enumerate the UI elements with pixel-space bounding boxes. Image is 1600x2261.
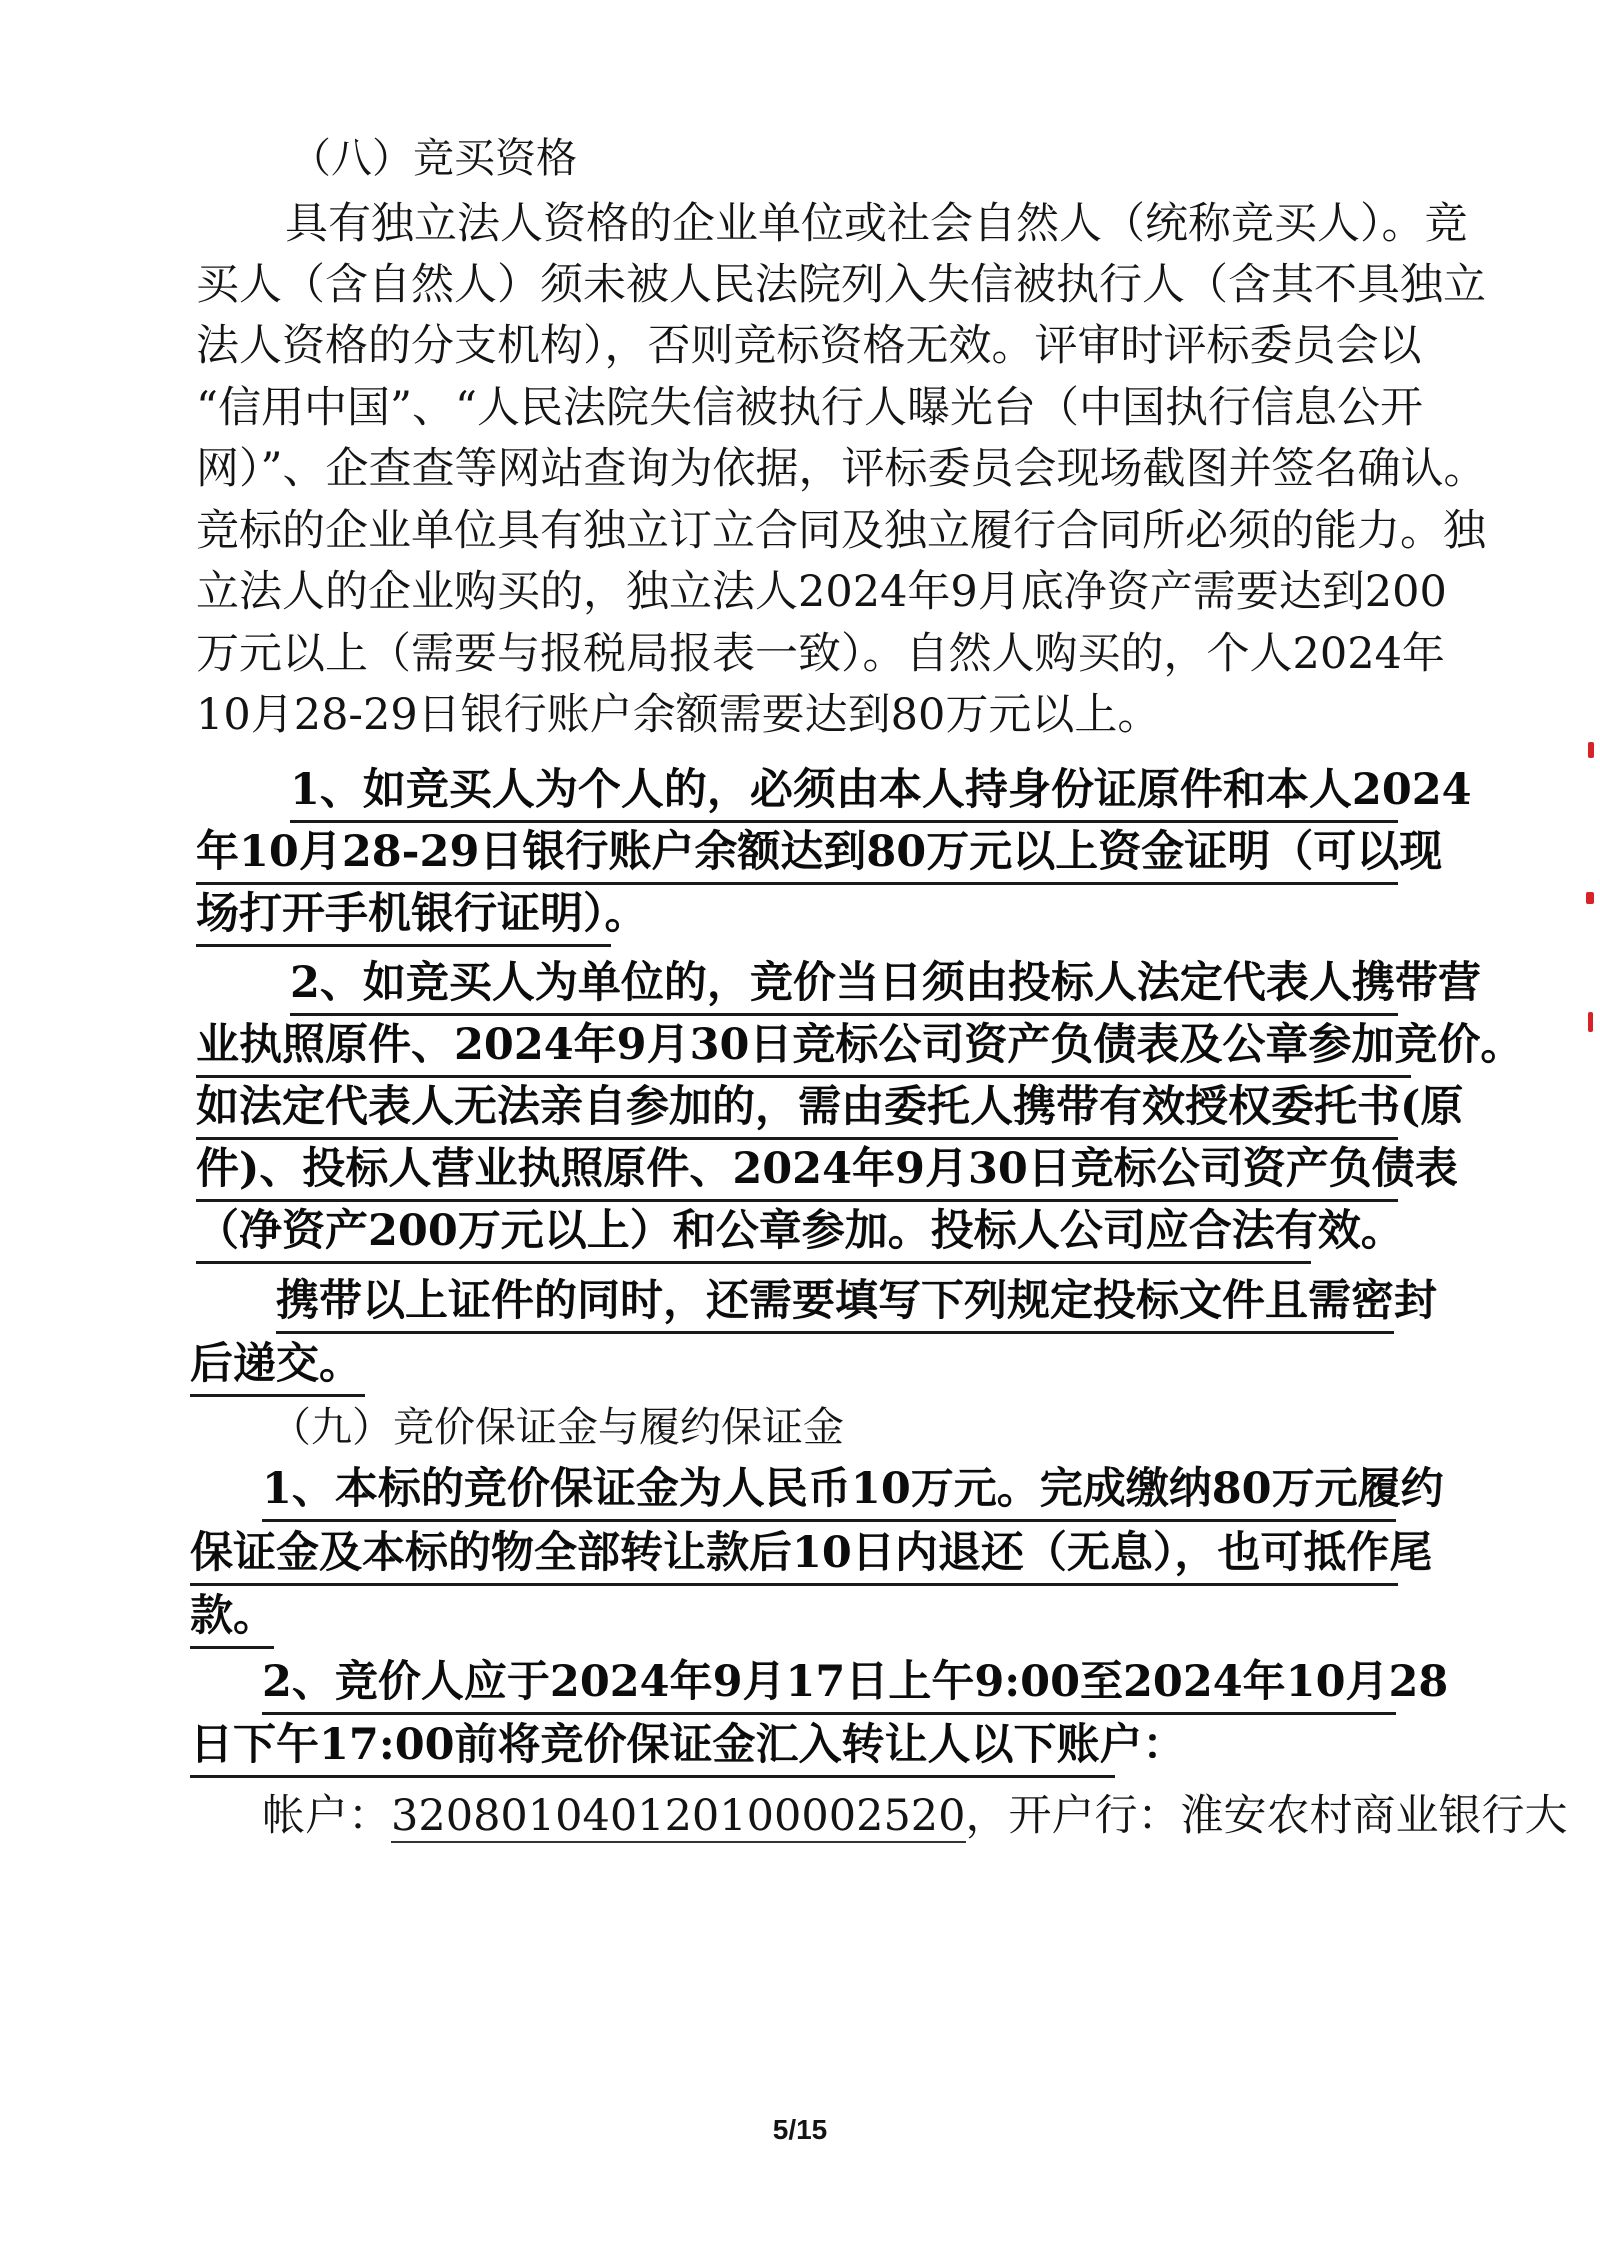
section-8-para-line: 10月28-29日银行账户余额需要达到80万元以上。 [196, 690, 1161, 740]
account-line [262, 1786, 1568, 1846]
deposit-item-1-line: 1、本标的竞价保证金为人民币10万元。完成缴纳80万元履约 [262, 1459, 1396, 1522]
page-number: 5/15 [772, 2114, 828, 2145]
section-8-para-line: 立法人的企业购买的，独立法人2024年9月底净资产需要达到200 [196, 567, 1447, 617]
deposit-item-2-line: 日下午17:00前将竞价保证金汇入转让人以下账户： [190, 1715, 1115, 1778]
scan-mark [1588, 742, 1594, 758]
qualification-note-line: 后递交。 [190, 1334, 365, 1397]
account-label: 帐户： [262, 1791, 391, 1841]
section-8-heading: （八）竞买资格 [290, 134, 577, 182]
section-8-para-line: 网）”、企查查等网站查询为依据，评标委员会现场截图并签名确认。 [196, 444, 1487, 494]
section-8-para-line: 万元以上（需要与报税局报表一致）。自然人购买的，个人2024年 [196, 629, 1445, 679]
scan-mark [1588, 1012, 1593, 1032]
qualification-item-1-line: 场打开手机银行证明）。 [196, 884, 611, 947]
scan-mark [1586, 892, 1594, 904]
deposit-item-1-line: 款。 [190, 1586, 274, 1649]
qualification-item-2-line: 件)、投标人营业执照原件、2024年9月30日竞标公司资产负债表 [196, 1139, 1398, 1202]
section-8-para-line: 法人资格的分支机构），否则竞标资格无效。评审时评标委员会以 [196, 321, 1422, 371]
section-8-para-line: “信用中国”、“人民法院失信被执行人曝光台（中国执行信息公开 [196, 383, 1423, 433]
section-8-para-line: 竞标的企业单位具有独立订立合同及独立履行合同所必须的能力。独 [196, 506, 1486, 556]
qualification-note-line: 携带以上证件的同时，还需要填写下列规定投标文件且需密封 [276, 1271, 1394, 1334]
qualification-item-1-line: 年10月28-29日银行账户余额达到80万元以上资金证明（可以现 [196, 822, 1398, 885]
account-bank: ，开户行：淮安农村商业银行大 [965, 1791, 1568, 1841]
deposit-item-2-line: 2、竞价人应于2024年9月17日上午9:00至2024年10月28 [262, 1652, 1396, 1715]
section-8-para-line: 买人（含自然人）须未被人民法院列入失信被执行人（含其不具独立 [196, 260, 1486, 310]
account-number: 320801040120100002520 [391, 1791, 966, 1841]
section-9-heading: （九）竞价保证金与履约保证金 [270, 1403, 844, 1451]
deposit-item-1-line: 保证金及本标的物全部转让款后10日内退还（无息），也可抵作尾 [190, 1523, 1398, 1586]
qualification-item-2-line: （净资产200万元以上）和公章参加。投标人公司应合法有效。 [196, 1201, 1311, 1264]
qualification-item-2-line: 如法定代表人无法亲自参加的，需由委托人携带有效授权委托书(原 [196, 1077, 1398, 1140]
section-8-para-line: 具有独立法人资格的企业单位或社会自然人（统称竞买人）。竞 [285, 199, 1468, 249]
qualification-item-2-line: 2、如竞买人为单位的，竞价当日须由投标人法定代表人携带营 [290, 953, 1398, 1016]
qualification-item-1-line: 1、如竞买人为个人的，必须由本人持身份证原件和本人2024 [290, 760, 1398, 823]
qualification-item-2-line: 业执照原件、2024年9月30日竞标公司资产负债表及公章参加竞价。 [196, 1015, 1411, 1078]
